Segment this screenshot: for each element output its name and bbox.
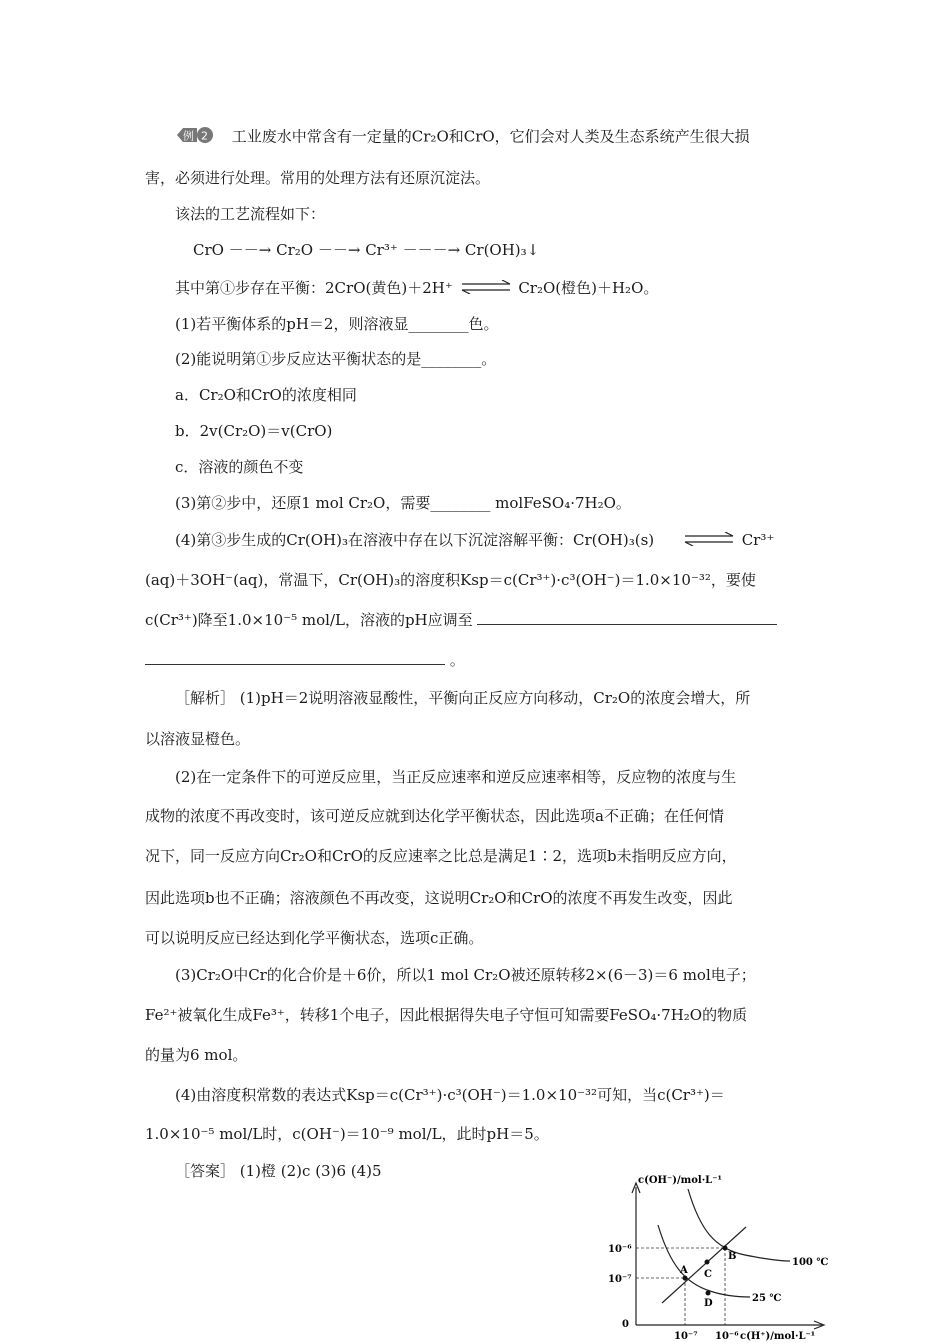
point-b-label: B xyxy=(728,1251,737,1262)
curve-25c-label: 25 ℃ xyxy=(752,1293,782,1304)
analysis-p2-line-4: 因此选项b也不正确；溶液颜色不再改变，这说明Cr₂O和CrO的浓度不再发生改变，因此 xyxy=(145,889,733,907)
y-tick-label: 10⁻⁶ xyxy=(608,1244,632,1255)
analysis-p3-line-1: (3)Cr₂O中Cr的化合价是＋6价，所以1 mol Cr₂O被还原转移2×(6－3)＝6 mol电子； xyxy=(175,966,756,984)
flow-arrow-icon: －－→ xyxy=(317,241,361,259)
question-4-line-2: (aq)＋3OH⁻(aq)，常温下，Cr(OH)₃的溶度积Ksp＝c(Cr³⁺)·c³(OH⁻)＝1.0×10⁻³²，要使 xyxy=(145,571,756,589)
question-3: (3)第②步中，还原1 mol Cr₂O，需要________ molFeSO₄·7H₂O。 xyxy=(175,494,631,512)
equilibrium-arrow-icon xyxy=(683,531,735,551)
point-c xyxy=(705,1260,710,1265)
ion-product-figure xyxy=(600,1175,840,1343)
question-4-line-3-text: c(Cr³⁺)降至1.0×10⁻⁵ mol/L，溶液的pH应调至 xyxy=(145,611,473,629)
example-intro-line-1: 工业废水中常含有一定量的Cr₂O和CrO，它们会对人类及生态系统产生很大损 xyxy=(231,127,750,146)
question-2: (2)能说明第①步反应达平衡状态的是________。 xyxy=(175,350,497,368)
option-a: a．Cr₂O和CrO的浓度相同 xyxy=(175,386,357,404)
equilibrium-left: 其中第①步存在平衡：2CrO(黄色)＋2H⁺ xyxy=(175,279,453,297)
point-c-label: C xyxy=(704,1269,712,1280)
process-flow xyxy=(193,240,539,260)
answer-line: ［答案］ (1)橙 (2)c (3)6 (4)5 xyxy=(175,1162,382,1180)
question-4-line-4 xyxy=(145,650,465,670)
example-badge-icon xyxy=(175,126,217,149)
equilibrium-arrow-icon xyxy=(460,279,512,299)
x-axis-label: c(H⁺)/mol·L⁻¹ xyxy=(740,1331,816,1342)
question-1: (1)若平衡体系的pH＝2，则溶液显________色。 xyxy=(175,315,499,333)
svg-text:2: 2 xyxy=(201,129,208,143)
flow-step-1: CrO xyxy=(193,241,224,259)
process-intro: 该法的工艺流程如下： xyxy=(175,205,326,223)
flow-step-3: Cr³⁺ xyxy=(365,241,398,259)
analysis-p2-line-5: 可以说明反应已经达到化学平衡状态，选项c正确。 xyxy=(145,929,484,947)
analysis-p2-line-3: 况下，同一反应方向Cr₂O和CrO的反应速率之比总是满足1∶2，选项b未指明反应方向， xyxy=(145,847,737,865)
answer-blank[interactable] xyxy=(145,650,445,665)
analysis-p3-line-3: 的量为6 mol。 xyxy=(145,1046,248,1064)
option-c: c．溶液的颜色不变 xyxy=(175,458,304,476)
y-axis-label: c(OH⁻)/mol·L⁻¹ xyxy=(638,1175,722,1186)
flow-arrow-icon: －－－→ xyxy=(402,241,461,259)
diagonal-line xyxy=(662,1227,746,1303)
flow-step-2: Cr₂O xyxy=(276,241,314,259)
point-b xyxy=(723,1246,728,1251)
analysis-p3-line-2: Fe²⁺被氧化生成Fe³⁺，转移1个电子，因此根据得失电子守恒可知需要FeSO₄·7H₂O的物质 xyxy=(145,1006,748,1024)
question-4-line-1 xyxy=(175,530,774,551)
x-tick-label: 10⁻⁷ xyxy=(674,1331,698,1342)
analysis-p4-line-2: 1.0×10⁻⁵ mol/L时，c(OH⁻)＝10⁻⁹ mol/L，此时pH＝5。 xyxy=(145,1125,549,1143)
curve-100c xyxy=(688,1189,790,1261)
equilibrium-right: Cr₂O(橙色)＋H₂O。 xyxy=(518,279,659,297)
example-line-1 xyxy=(175,126,750,149)
option-b: b．2v(Cr₂O)＝v(CrO) xyxy=(175,422,333,440)
x-tick-label: 10⁻⁶ xyxy=(715,1331,739,1342)
question-4-text: (4)第③步生成的Cr(OH)₃在溶液中存在以下沉淀溶解平衡：Cr(OH)₃(s) xyxy=(175,531,655,549)
question-4-product: Cr³⁺ xyxy=(741,531,775,549)
point-a-label: A xyxy=(680,1265,688,1276)
curve-100c-label: 100 ℃ xyxy=(792,1257,829,1268)
svg-text:例: 例 xyxy=(183,129,194,143)
analysis-p2-line-2: 成物的浓度不再改变时，该可逆反应就到达化学平衡状态，因此选项a不正确；在任何情 xyxy=(145,807,724,825)
example-intro-line-2: 害，必须进行处理。常用的处理方法有还原沉淀法。 xyxy=(145,169,491,187)
flow-step-4: Cr(OH)₃↓ xyxy=(464,241,540,259)
point-d-label: D xyxy=(704,1298,713,1309)
analysis-p1-line-2: 以溶液显橙色。 xyxy=(145,730,251,748)
origin-label: 0 xyxy=(622,1319,629,1330)
answer-blank[interactable] xyxy=(477,610,777,625)
analysis-p1-line-1: ［解析］ (1)pH＝2说明溶液显酸性，平衡向正反应方向移动，Cr₂O的浓度会增大，所 xyxy=(175,689,751,707)
question-4-line-3 xyxy=(145,610,777,630)
flow-arrow-icon: －－→ xyxy=(228,241,272,259)
equilibrium-line xyxy=(175,278,658,299)
question-4-end: 。 xyxy=(449,651,465,669)
y-tick-label: 10⁻⁷ xyxy=(608,1274,632,1285)
point-a xyxy=(683,1276,688,1281)
point-d xyxy=(706,1291,711,1296)
analysis-p4-line-1: (4)由溶度积常数的表达式Ksp＝c(Cr³⁺)·c³(OH⁻)＝1.0×10⁻³²可知，当c(Cr³⁺)＝ xyxy=(175,1086,725,1104)
analysis-p2-line-1: (2)在一定条件下的可逆反应里，当正反应速率和逆反应速率相等，反应物的浓度与生 xyxy=(175,768,737,786)
